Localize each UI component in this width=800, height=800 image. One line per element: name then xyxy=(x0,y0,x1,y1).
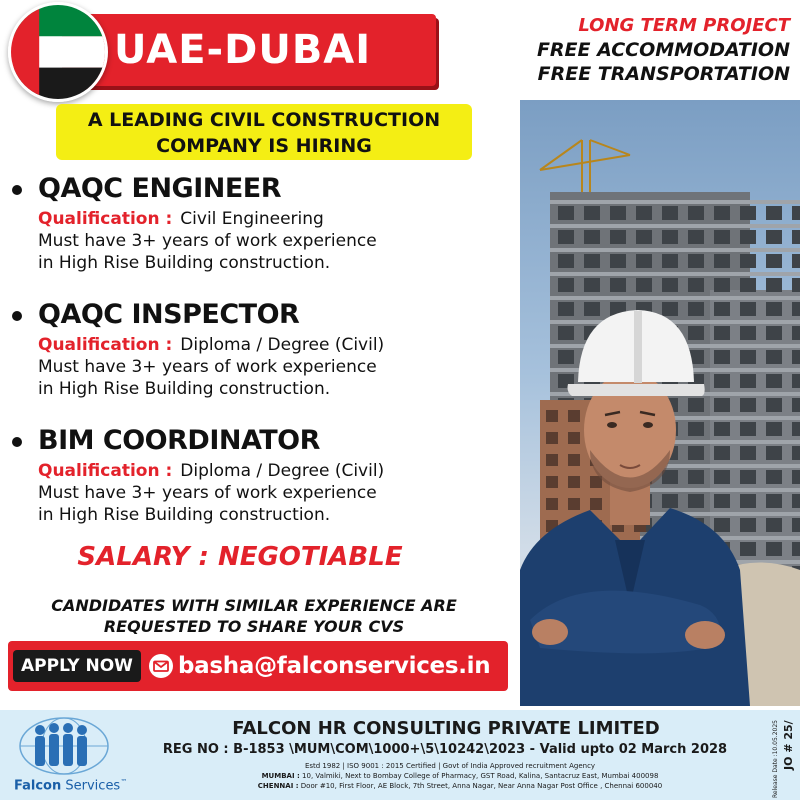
globe-people-icon xyxy=(18,716,110,776)
experience-line-1: Must have 3+ years of work experience xyxy=(38,357,377,377)
release-date: Release Date :10.05.2025 xyxy=(772,720,779,798)
salary-label: SALARY xyxy=(77,542,190,572)
apply-bar xyxy=(8,641,508,691)
experience-line-1: Must have 3+ years of work experience xyxy=(38,231,377,251)
qualification-value: Diploma / Degree (Civil) xyxy=(180,461,385,481)
mumbai-address xyxy=(160,772,760,780)
bullet-icon xyxy=(12,437,22,447)
worker-photo xyxy=(520,100,800,706)
jo-number: JO # 25/ xyxy=(782,720,795,770)
logo-word-1: Falcon xyxy=(14,778,62,794)
chennai-label: CHENNAI : xyxy=(257,782,299,790)
qualification-label: Qualification : xyxy=(38,461,173,481)
perk-accommodation: FREE ACCOMMODATION xyxy=(536,39,790,61)
hiring-line-1: A LEADING CIVIL CONSTRUCTION xyxy=(87,109,441,131)
candidates-line-2: REQUESTED TO SHARE YOUR CVS xyxy=(103,617,405,636)
candidates-line-1: CANDIDATES WITH SIMILAR EXPERIENCE ARE xyxy=(51,596,457,615)
page-title: UAE-DUBAI xyxy=(114,27,372,73)
qualification-label: Qualification : xyxy=(38,209,173,229)
experience-line-2: in High Rise Building construction. xyxy=(38,253,331,273)
logo-word-2: Services xyxy=(65,778,121,794)
experience-line-2: in High Rise Building construction. xyxy=(38,505,331,525)
hiring-line-2: COMPANY IS HIRING xyxy=(156,135,372,157)
mumbai-label: MUMBAI : xyxy=(261,772,300,780)
chennai-address xyxy=(160,782,760,790)
qualification-value: Civil Engineering xyxy=(180,209,324,229)
hiring-banner xyxy=(56,104,472,160)
job-listing xyxy=(10,424,510,526)
chennai-address-text: Door #10, First Floor, AE Block, 7th Street, Anna Nagar, Near Anna Nagar Post Office , Chennai 600040 xyxy=(300,782,663,790)
job-title: QAQC INSPECTOR xyxy=(38,299,300,330)
bullet-icon xyxy=(12,311,22,321)
company-credentials: Estd 1982 | ISO 9001 : 2015 Certified | Govt of India Approved recruitment Agency xyxy=(304,762,596,770)
perks-list xyxy=(490,14,790,86)
experience-line-1: Must have 3+ years of work experience xyxy=(38,483,377,503)
perk-long-term: LONG TERM PROJECT xyxy=(578,15,790,36)
experience-line-2: in High Rise Building construction. xyxy=(38,379,331,399)
perk-transportation: FREE TRANSPORTATION xyxy=(537,63,790,85)
qualification-label: Qualification : xyxy=(38,335,173,355)
salary-value: NEGOTIABLE xyxy=(217,542,403,572)
falcon-services-logo xyxy=(14,716,126,796)
logo-trademark: ™ xyxy=(120,778,128,786)
job-title: QAQC ENGINEER xyxy=(38,173,282,204)
uae-flag-icon xyxy=(8,2,108,102)
salary-line xyxy=(0,542,480,572)
footer xyxy=(0,710,800,800)
registration-number: REG NO : B-1853 \MUM\COM\1000+\5\10242\2023 - Valid upto 02 March 2028 xyxy=(162,742,728,757)
salary-separator: : xyxy=(198,542,209,572)
candidates-note xyxy=(4,595,504,637)
apply-now-button[interactable]: APPLY NOW xyxy=(13,650,141,682)
job-title: BIM COORDINATOR xyxy=(38,425,320,456)
job-listing xyxy=(10,298,510,400)
company-name: FALCON HR CONSULTING PRIVATE LIMITED xyxy=(232,718,660,739)
bullet-icon xyxy=(12,185,22,195)
mail-icon xyxy=(149,654,173,678)
qualification-value: Diploma / Degree (Civil) xyxy=(180,335,385,355)
job-listing xyxy=(10,172,510,274)
email-link[interactable]: basha@falconservices.in xyxy=(178,653,491,679)
construction-scene-image xyxy=(520,100,800,706)
mumbai-address-text: 10, Valmiki, Next to Bombay College of Pharmacy, GST Road, Kalina, Santacruz East, Mumbai 400098 xyxy=(302,772,659,780)
